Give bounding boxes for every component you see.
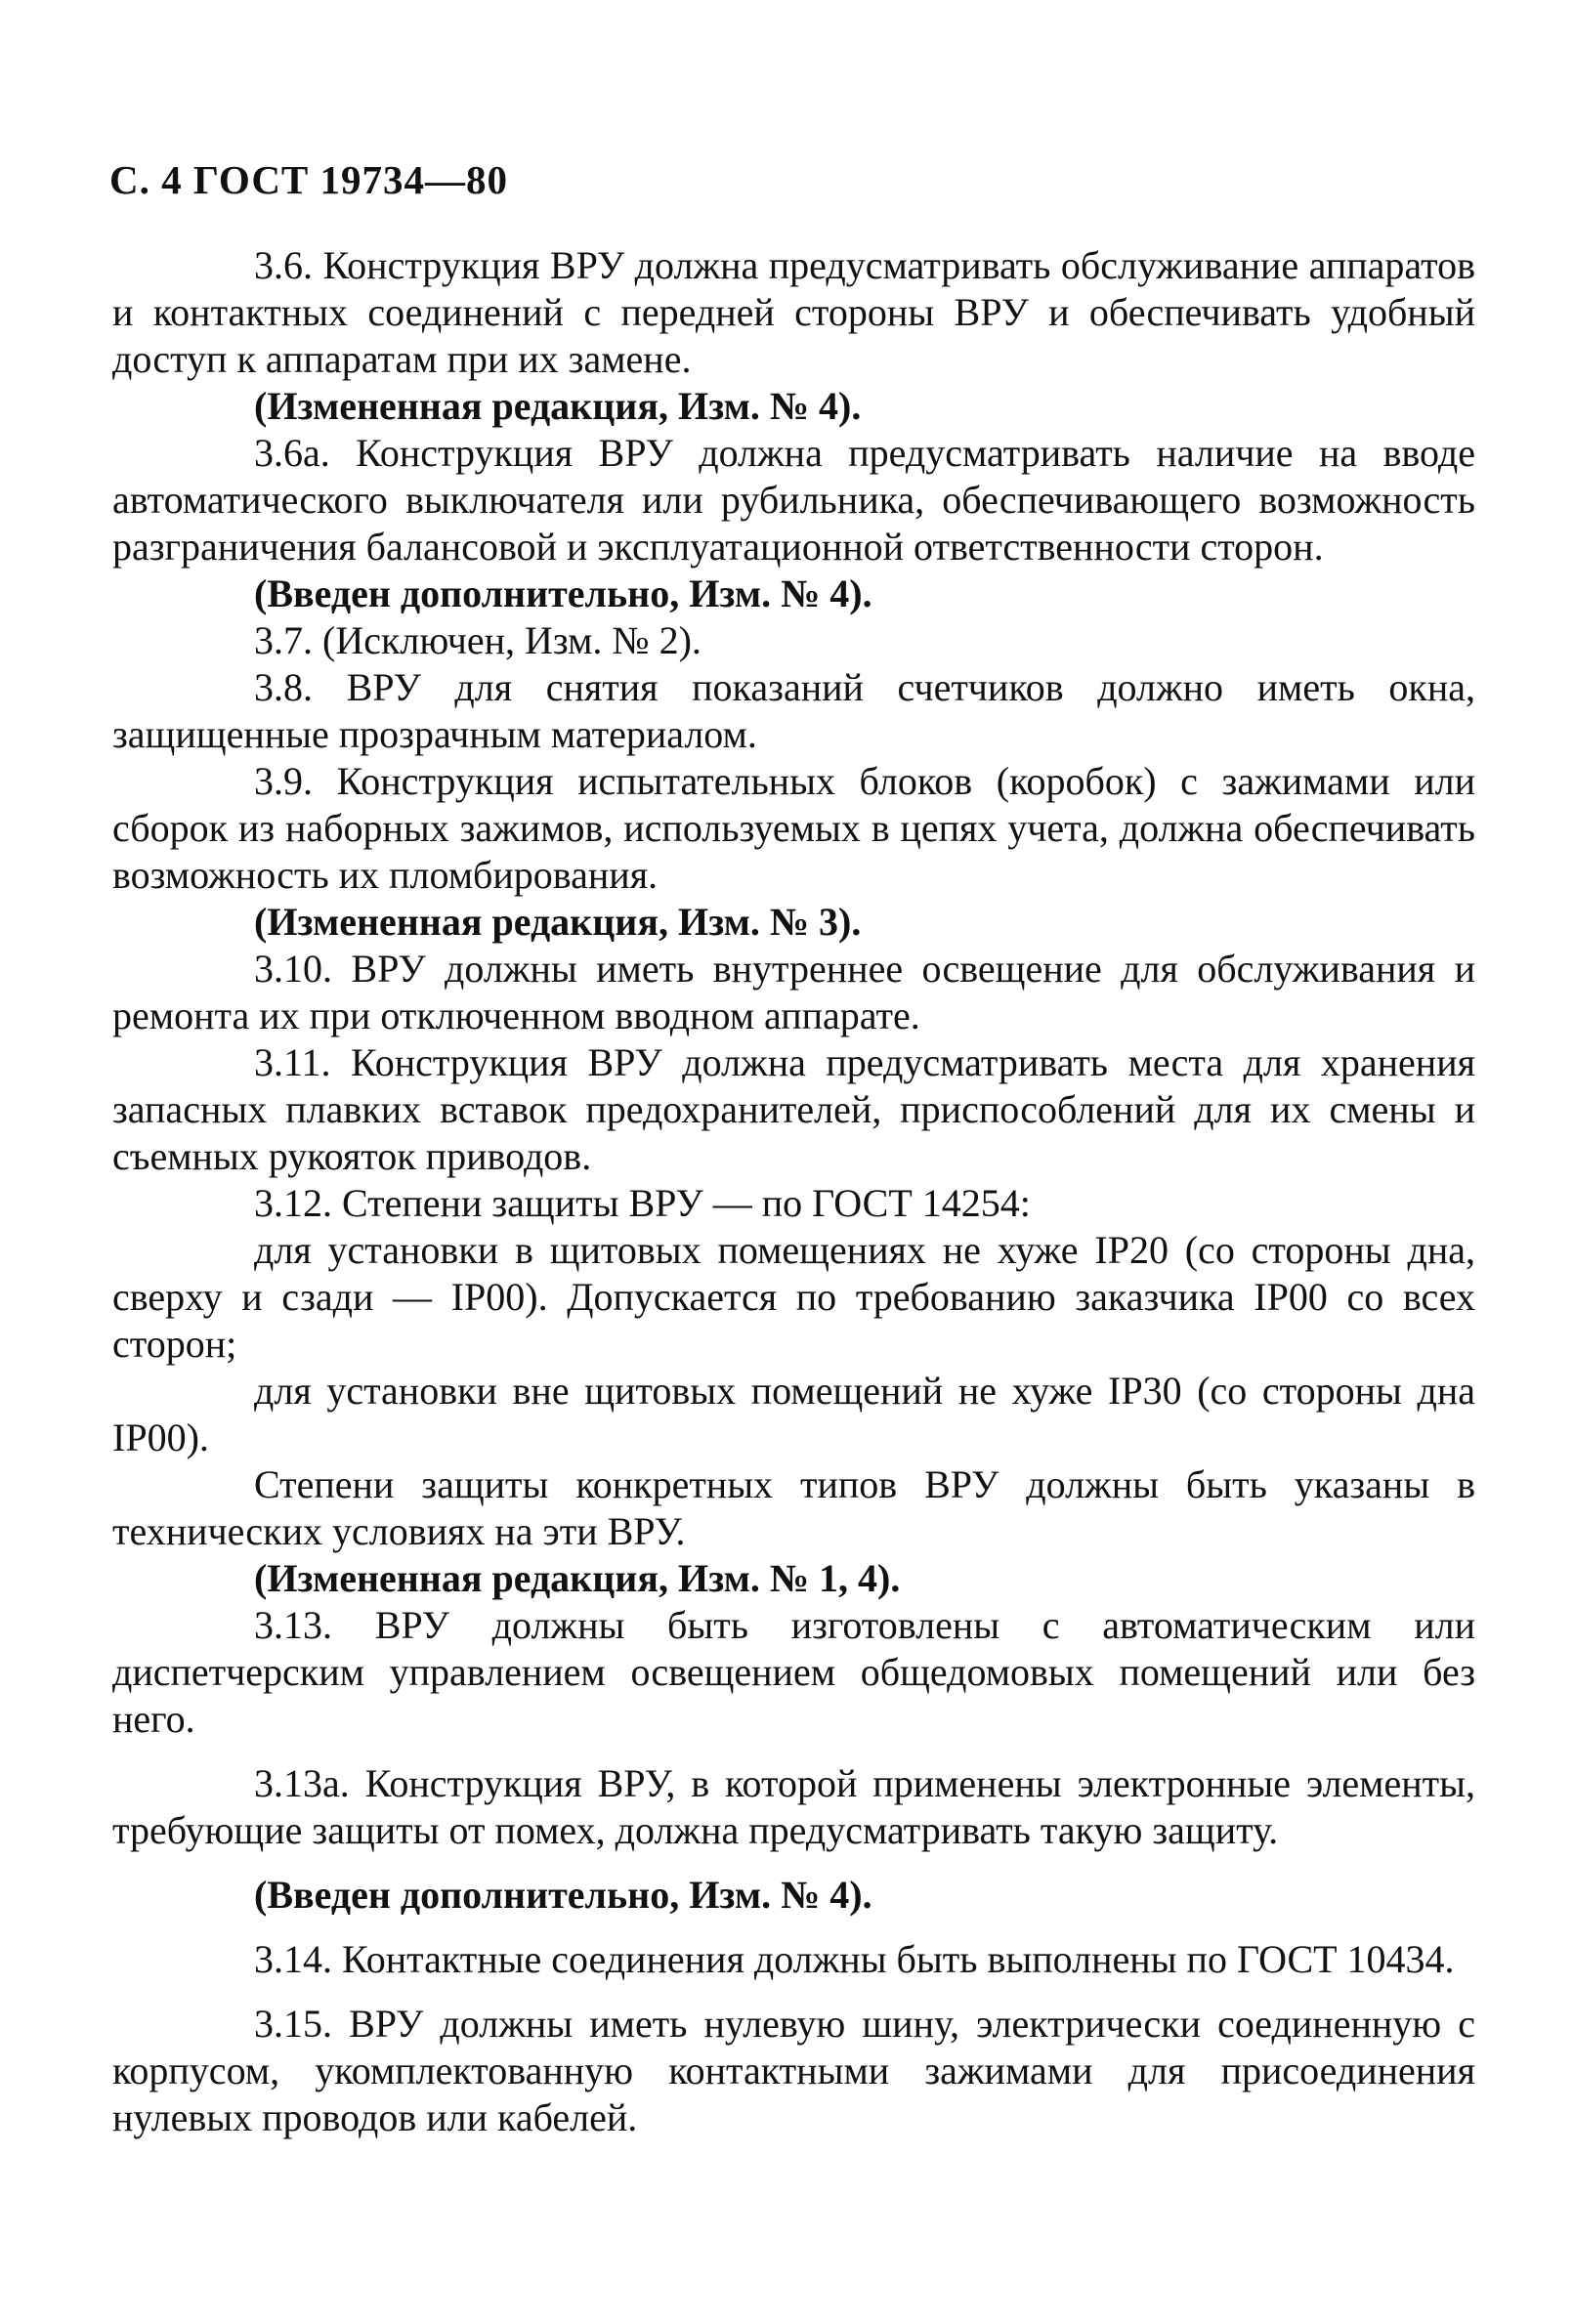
amendment-note: (Введен дополнительно, Изм. № 4). [254,1873,872,1917]
clause-3-14: 3.14. Контактные соединения должны быть выполнены по ГОСТ 10434. [254,1937,1455,1981]
clause-3-9: 3.9. Конструкция испытательных блоков (коробок) с зажимами или сборок из наборных зажимов, используемых в цепях учета, должна обеспечивать возможность их пломбирования. [112,759,1475,897]
clause-3-10: 3.10. ВРУ должны иметь внутреннее освещение для обслуживания и ремонта их при отключенном вводном аппарате. [112,947,1475,1037]
clause-3-13a: 3.13а. Конструкция ВРУ, в которой применены электронные элементы, требующие защиты от помех, должна предусматривать такую защиту. [112,1761,1475,1852]
clause-3-6a: 3.6а. Конструкция ВРУ должна предусматривать наличие на вводе автоматического выключателя или рубильника, обеспечивающего возможность разграничения балансовой и эксплуатационной ответственности сторон. [112,431,1475,569]
clause-3-7-text: 3.7. (Исключен, Изм. № 2). [254,618,701,662]
clause-3-11: 3.11. Конструкция ВРУ должна предусматривать места для хранения запасных плавких вставок предохранителей, приспособлений для их смены и съемных рукояток приводов. [112,1040,1475,1178]
clause-3-12-outdoor: для установки вне щитовых помещений не хуже IP30 (со стороны дна IP00). [112,1369,1475,1459]
clause-3-7 [112,617,1475,664]
amendment-note: (Введен дополнительно, Изм. № 4). [254,571,872,615]
clause-3-12-indoor: для установки в щитовых помещениях не хуже IP20 (со стороны дна, сверху и сзади — IP00). Допускается по требованию заказчика IP00 со всех сторон; [112,1228,1475,1366]
amendment-note: (Измененная редакция, Изм. № 1, 4). [254,1556,901,1600]
clause-3-12-types: Степени защиты конкретных типов ВРУ должны быть указаны в технических условиях на эти ВРУ. [112,1462,1475,1553]
clause-3-12: 3.12. Степени защиты ВРУ — по ГОСТ 14254: [254,1181,1031,1225]
amendment-note: (Измененная редакция, Изм. № 3). [254,900,862,944]
document-body [112,242,1475,2141]
clause-3-6: 3.6. Конструкция ВРУ должна предусматривать обслуживание аппаратов и контактных соединений с передней стороны ВРУ и обеспечивать удобный доступ к аппаратам при их замене. [112,243,1475,381]
page-header: С. 4 ГОСТ 19734—80 [109,157,509,202]
clause-3-15: 3.15. ВРУ должны иметь нулевую шину, электрически соединенную с корпусом, укомплектованную контактными зажимами для присоединения нулевых проводов или кабелей. [112,2002,1475,2139]
clause-3-13: 3.13. ВРУ должны быть изготовлены с автоматическим или диспетчерским управлением освещением общедомовых помещений или без него. [112,1603,1475,1741]
amendment-note: (Измененная редакция, Изм. № 4). [254,384,862,428]
clause-3-8: 3.8. ВРУ для снятия показаний счетчиков должно иметь окна, защищенные прозрачным материалом. [112,665,1475,756]
